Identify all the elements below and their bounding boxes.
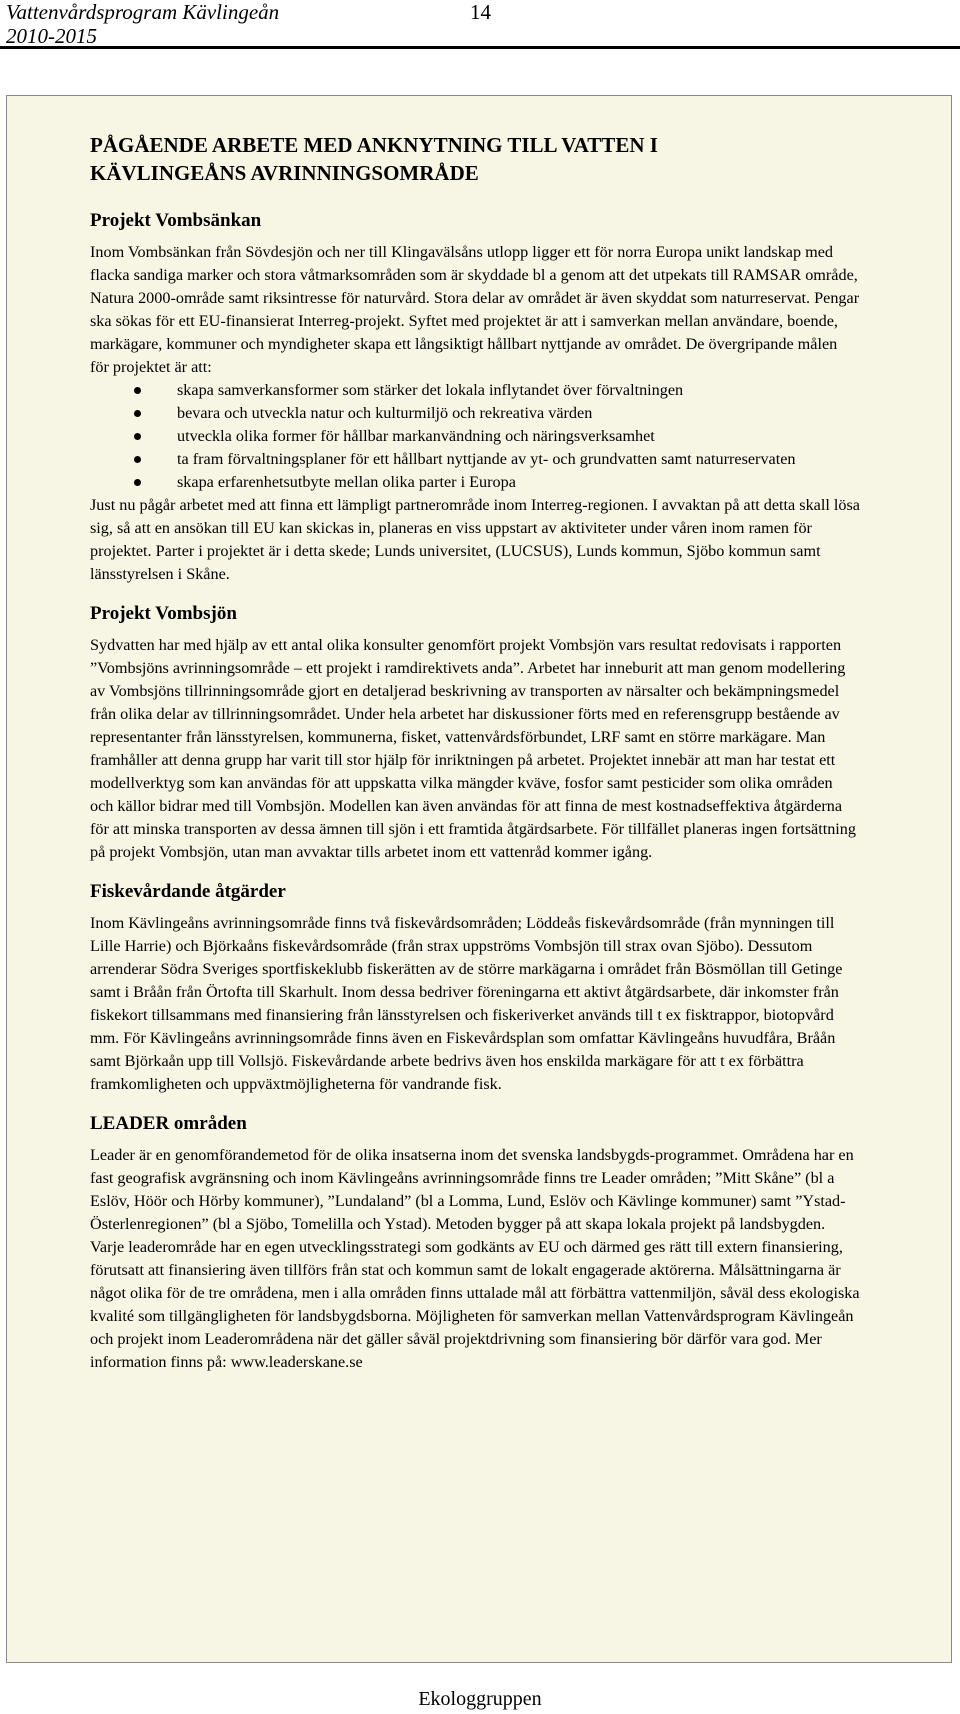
list-item-text: bevara och utveckla natur och kulturmiljö och rekreativa värden	[177, 404, 593, 422]
page-footer: Ekologgruppen	[418, 1688, 542, 1710]
list-item	[90, 402, 860, 425]
page-heading	[90, 131, 860, 187]
section-vombsjon	[90, 600, 860, 864]
main-content	[90, 131, 860, 1374]
paragraph-vombsjon: Sydvatten har med hjälp av ett antal olika konsulter genomfört projekt Vombsjön vars resultat redovisats i rapporten ”Vombsjöns avrinningsområde – ett projekt i ramdirektivets anda”. Arbetet har inneburit att man genom modellering av Vombsjöns tillrinningsområde gjort en detaljerad beskrivning av transporten av närsalter och bekämpningsmedel från olika delar av tillrinningsområdet. Under hela arbetet har diskussioner förts med en referensgrupp bestående av representanter från länsstyrelsen, kommunerna, fisket, vattenvårdsförbundet, LRF samt en större markägare. Man framhåller att denna grupp har varit till stor hjälp för inriktningen på arbetet. Projektet innebär att man har testat ett modellverktyg som kan användas för att uppskatta vilka mängder kväve, fosfor samt pesticider som olika områden och källor bidrar med till Vombsjön. Modellen kan även användas för att finna de mest kostnadseffektiva åtgärderna för att minska transporten av dessa ämnen till sjön i ett framtida åtgärdsarbete. För tillfället planeras ingen fortsättning på projekt Vombsjön, utan man avvaktar tills arbetet inom ett vattenråd kommer igång.	[90, 636, 856, 861]
section-fiske	[90, 878, 860, 1096]
bullet-icon	[134, 433, 141, 440]
bullet-icon	[134, 410, 141, 417]
list-item-text: skapa erfarenhetsutbyte mellan olika parter i Europa	[177, 473, 516, 491]
list-item-text: ta fram förvaltningsplaner för ett hållbart nyttjande av yt- och grundvatten samt naturreservaten	[177, 450, 796, 468]
bullet-icon	[134, 479, 141, 486]
section-title-vombsankan: Projekt Vombsänkan	[90, 210, 262, 231]
goals-list	[90, 379, 860, 494]
document-years: 2010-2015	[6, 24, 97, 48]
bullet-icon	[134, 456, 141, 463]
page-header	[0, 0, 960, 54]
bullet-icon	[134, 387, 141, 394]
list-item	[90, 425, 860, 448]
list-item	[90, 471, 860, 494]
page-heading-line2: KÄVLINGEÅNS AVRINNINGSOMRÅDE	[90, 161, 479, 185]
list-item	[90, 379, 860, 402]
page-heading-line1: PÅGÅENDE ARBETE MED ANKNYTNING TILL VATTEN I	[90, 133, 658, 157]
section-vombsankan	[90, 207, 860, 586]
paragraph-fiske: Inom Kävlingeåns avrinningsområde finns två fiskevårdsområden; Löddeås fiskevårdsområde (från mynningen till Lille Harrie) och Björkaåns fiskevårdsområde (från strax uppströms Vombsjön till strax ovan Sjöbo). Dessutom arrenderar Södra Sveriges sportfiskeklubb fiskerätten av de större markägarna i området från Bösmöllan till Getinge samt i Bråån från Örtofta till Skarhult. Inom dessa bedriver föreningarna ett aktivt åtgärdsarbete, där inkomster från fiskekort tillsammans med finansiering från länsstyrelsen och fiskeriverket används till t ex fisktrappor, biotopvård mm. För Kävlingeåns avrinningsområde finns även en Fiskevårdsplan som omfattar Kävlingeåns huvudfåra, Bråån samt Björkaån upp till Vollsjö. Fiskevårdande arbete bedrivs även hos enskilda markägare för att t ex förbättra framkomligheten och uppväxtmöjligheterna för vandrande fisk.	[90, 914, 843, 1093]
section-leader	[90, 1110, 860, 1374]
list-item-text: skapa samverkansformer som stärker det lokala inflytandet över förvaltningen	[177, 381, 684, 399]
list-item-text: utveckla olika former för hållbar markanvändning och näringsverksamhet	[177, 427, 655, 445]
page-number: 14	[470, 0, 491, 24]
paragraph-vombsankan-outro: Just nu pågår arbetet med att finna ett lämpligt partnerområde inom Interreg-regionen. I avvaktan på att detta skall lösa sig, så att en ansökan till EU kan skickas in, planeras en viss uppstart av aktiviteter under våren inom ramen för projektet. Parter i projektet är i detta skede; Lunds universitet, (LUCSUS), Lunds kommun, Sjöbo kommun samt länsstyrelsen i Skåne.	[90, 496, 860, 583]
list-item	[90, 448, 860, 471]
section-title-vombsjon: Projekt Vombsjön	[90, 603, 237, 624]
section-title-fiske: Fiskevårdande åtgärder	[90, 881, 286, 902]
paragraph-leader: Leader är en genomförandemetod för de olika insatserna inom det svenska landsbygds-programmet. Områdena har en fast geografisk avgränsning och inom Kävlingeåns avrinningsområde finns tre Leader områden; ”Mitt Skåne” (bl a Eslöv, Höör och Hörby kommuner), ”Lundaland” (bl a Lomma, Lund, Eslöv och Kävlinge kommuner) samt ”Ystad-Österlenregionen” (bl a Sjöbo, Tomelilla och Ystad). Metoden bygger på att skapa lokala projekt på landsbygden. Varje leaderområde har en egen utvecklingsstrategi som godkänts av EU och därmed ges rätt till extern finansiering, förutsatt att finansiering även tillförs från stat och kommun samt de lokalt engagerade aktörerna. Målsättningarna är något olika för de tre områdena, men i alla områden finns uttalade mål att förbättra vattenmiljön, såväl dess ekologiska kvalité som tillgängligheten för landsbygdsborna. Möjligheten för samverkan mellan Vattenvårdsprogram Kävlingeån och projekt inom Leaderområdena när det gäller såväl projektdrivning som finansiering bör därför vara god. Mer information finns på: www.leaderskane.se	[90, 1146, 860, 1371]
header-rule	[0, 46, 960, 49]
section-title-leader: LEADER områden	[90, 1113, 247, 1134]
paragraph-vombsankan-intro: Inom Vombsänkan från Sövdesjön och ner till Klingavälsåns utlopp ligger ett för norra Europa unikt landskap med flacka sandiga marker och stora våtmarksområden som är skyddade bl a genom att det utpekats till RAMSAR område, Natura 2000-område samt riksintresse för naturvård. Stora delar av området är även skyddat som naturreservat. Pengar ska sökas för ett EU-finansierat Interreg-projekt. Syftet med projektet är att i samverkan mellan användare, boende, markägare, kommuner och myndigheter skapa ett långsiktigt hållbart nyttjande av området. De övergripande målen för projektet är att:	[90, 243, 860, 376]
document-title: Vattenvårdsprogram Kävlingeån	[6, 0, 280, 24]
